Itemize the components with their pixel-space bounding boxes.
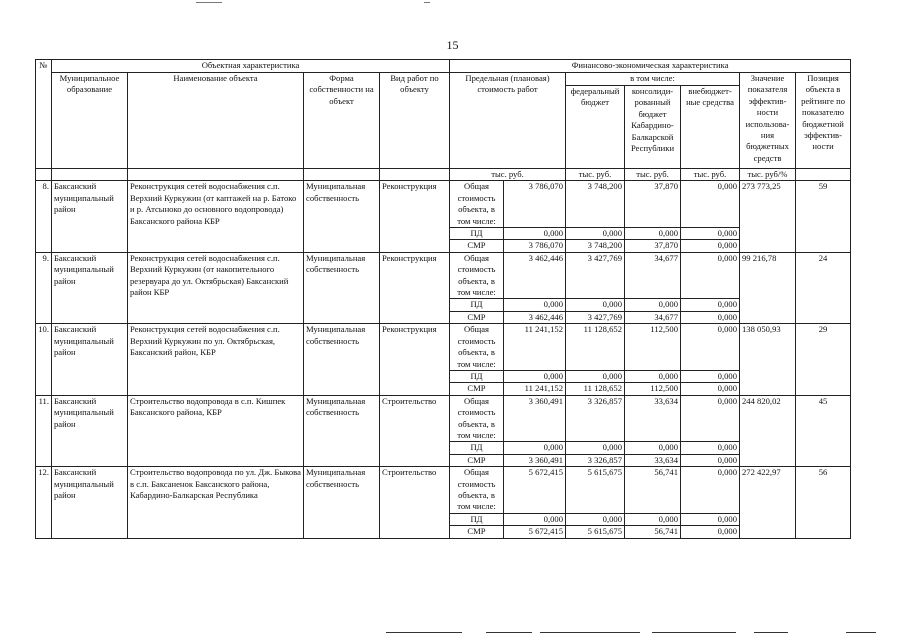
row-total-label: Общая стоимость объекта, в том числе: (450, 324, 504, 371)
row-pd-label: ПД (450, 513, 504, 525)
row-smr-value: 33,634 (625, 454, 681, 466)
row-smr-value: 0,000 (681, 311, 740, 323)
header-including: в том числе: (566, 73, 740, 86)
row-num: 9. (36, 252, 52, 323)
row-pd-value: 0,000 (566, 370, 625, 382)
unit-max-cost: тыс. руб. (450, 169, 566, 181)
row-total-value: 5 615,675 (566, 467, 625, 514)
table-row (36, 324, 851, 371)
row-smr-value: 34,677 (625, 311, 681, 323)
row-total-label: Общая стоимость объекта, в том числе: (450, 395, 504, 442)
row-num: 11. (36, 395, 52, 466)
header-municipality: Муниципальное образование (52, 73, 128, 169)
row-municipality: Баксанский муниципальный район (52, 181, 128, 252)
table-header (36, 60, 851, 181)
row-ownership: Муниципальная собственность (304, 467, 380, 538)
header-object-group: Объектная характеристика (52, 60, 450, 73)
row-smr-label: СМР (450, 454, 504, 466)
row-object-name: Строительство водопровода по ул. Дж. Быкова в с.п. Баксаненок Баксанского района, Кабардино-Балкарская Республика (128, 467, 304, 538)
row-total-value: 112,500 (625, 324, 681, 371)
header-finance-group: Финансово-экономическая характеристика (450, 60, 851, 73)
row-smr-value: 11 128,652 (566, 383, 625, 395)
row-smr-value: 112,500 (625, 383, 681, 395)
header-efficiency: Значение показателя эффектив-ности использова-ния бюджетных средств (740, 73, 796, 169)
row-smr-value: 3 748,200 (566, 240, 625, 252)
row-smr-value: 5 672,415 (504, 526, 566, 538)
row-object-name: Реконструкция сетей водоснабжения с.п. Верхний Куркужин (от накопительного резервуара до ул. Октябрьская) Баксанский район КБР (128, 252, 304, 323)
table-row (36, 395, 851, 442)
row-total-value: 0,000 (681, 395, 740, 442)
page-number: 15 (446, 38, 459, 52)
header-federal: федеральный бюджет (566, 86, 625, 169)
row-total-label: Общая стоимость объекта, в том числе: (450, 252, 504, 299)
row-total-value: 3 748,200 (566, 181, 625, 228)
row-total-value: 0,000 (681, 181, 740, 228)
row-rank: 24 (796, 252, 851, 323)
row-efficiency: 99 216,78 (740, 252, 796, 323)
row-num: 12. (36, 467, 52, 538)
row-total-value: 56,741 (625, 467, 681, 514)
row-ownership: Муниципальная собственность (304, 252, 380, 323)
table-row (36, 252, 851, 299)
row-efficiency: 272 422,97 (740, 467, 796, 538)
row-pd-value: 0,000 (504, 442, 566, 454)
row-smr-label: СМР (450, 311, 504, 323)
row-municipality: Баксанский муниципальный район (52, 395, 128, 466)
table-row (36, 467, 851, 514)
row-smr-value: 0,000 (681, 240, 740, 252)
row-pd-label: ПД (450, 370, 504, 382)
row-pd-value: 0,000 (625, 513, 681, 525)
row-municipality: Баксанский муниципальный район (52, 324, 128, 395)
row-total-value: 5 672,415 (504, 467, 566, 514)
row-pd-value: 0,000 (625, 228, 681, 240)
row-total-value: 3 427,769 (566, 252, 625, 299)
unit-efficiency: тыс. руб/% (740, 169, 796, 181)
row-smr-value: 3 786,070 (504, 240, 566, 252)
row-pd-value: 0,000 (504, 228, 566, 240)
row-pd-value: 0,000 (681, 228, 740, 240)
row-work-type: Реконструкция (380, 181, 450, 252)
row-pd-label: ПД (450, 228, 504, 240)
row-pd-value: 0,000 (681, 299, 740, 311)
row-num: 8. (36, 181, 52, 252)
row-municipality: Баксанский муниципальный район (52, 252, 128, 323)
row-municipality: Баксанский муниципальный район (52, 467, 128, 538)
row-work-type: Реконструкция (380, 252, 450, 323)
row-rank: 59 (796, 181, 851, 252)
row-efficiency: 244 820,02 (740, 395, 796, 466)
row-object-name: Строительство водопровода в с.п. Кишпек Баксанского района, КБР (128, 395, 304, 466)
row-smr-value: 37,870 (625, 240, 681, 252)
row-smr-label: СМР (450, 240, 504, 252)
header-work-type: Вид работ по объекту (380, 73, 450, 169)
objects-table (35, 59, 851, 539)
row-pd-value: 0,000 (504, 299, 566, 311)
row-pd-value: 0,000 (504, 370, 566, 382)
row-total-value: 0,000 (681, 252, 740, 299)
table-row (36, 181, 851, 228)
row-smr-value: 3 360,491 (504, 454, 566, 466)
row-object-name: Реконструкция сетей водоснабжения с.п. Верхний Куркужин по ул. Октябрьская, Баксанский район, КБР (128, 324, 304, 395)
row-smr-value: 3 427,769 (566, 311, 625, 323)
row-smr-value: 3 326,857 (566, 454, 625, 466)
row-ownership: Муниципальная собственность (304, 395, 380, 466)
row-total-value: 34,677 (625, 252, 681, 299)
row-pd-value: 0,000 (681, 442, 740, 454)
row-pd-value: 0,000 (566, 513, 625, 525)
row-num: 10. (36, 324, 52, 395)
row-smr-value: 56,741 (625, 526, 681, 538)
header-object-name: Наименование объекта (128, 73, 304, 169)
header-rank: Позиция объекта в рейтинге по показателю бюджетной эффектив-ности (796, 73, 851, 169)
table-body (36, 181, 851, 538)
row-work-type: Реконструкция (380, 324, 450, 395)
top-scan-marks (0, 0, 905, 6)
row-total-value: 33,634 (625, 395, 681, 442)
row-smr-value: 0,000 (681, 383, 740, 395)
row-ownership: Муниципальная собственность (304, 324, 380, 395)
header-ownership: Форма собственности на объект (304, 73, 380, 169)
row-total-value: 3 462,446 (504, 252, 566, 299)
row-pd-value: 0,000 (566, 228, 625, 240)
header-consolidated: консолиди-рованный бюджет Кабардино-Балкарской Республики (625, 86, 681, 169)
units-row (36, 169, 851, 181)
row-smr-value: 11 241,152 (504, 383, 566, 395)
row-pd-value: 0,000 (625, 370, 681, 382)
row-total-label: Общая стоимость объекта, в том числе: (450, 467, 504, 514)
row-rank: 56 (796, 467, 851, 538)
header-num: № (36, 60, 52, 169)
row-smr-value: 5 615,675 (566, 526, 625, 538)
unit-extrabudget: тыс. руб. (681, 169, 740, 181)
row-pd-label: ПД (450, 299, 504, 311)
row-total-value: 3 786,070 (504, 181, 566, 228)
row-total-value: 3 360,491 (504, 395, 566, 442)
row-ownership: Муниципальная собственность (304, 181, 380, 252)
unit-federal: тыс. руб. (566, 169, 625, 181)
row-efficiency: 273 773,25 (740, 181, 796, 252)
header-extrabudget: внебюджет-ные средства (681, 86, 740, 169)
row-work-type: Строительство (380, 467, 450, 538)
row-pd-value: 0,000 (681, 513, 740, 525)
row-efficiency: 138 050,93 (740, 324, 796, 395)
row-smr-value: 3 462,446 (504, 311, 566, 323)
row-smr-label: СМР (450, 526, 504, 538)
row-object-name: Реконструкция сетей водоснабжения с.п. Верхний Куркужин (от каптажей на р. Батоко и р. Атсыноко до основного водопровода) Баксанского района КБР (128, 181, 304, 252)
row-pd-value: 0,000 (504, 513, 566, 525)
row-smr-label: СМР (450, 383, 504, 395)
row-pd-value: 0,000 (625, 299, 681, 311)
row-total-value: 3 326,857 (566, 395, 625, 442)
row-total-value: 0,000 (681, 324, 740, 371)
row-total-value: 0,000 (681, 467, 740, 514)
row-smr-value: 0,000 (681, 526, 740, 538)
row-pd-value: 0,000 (566, 299, 625, 311)
unit-consolidated: тыс. руб. (625, 169, 681, 181)
row-total-value: 11 241,152 (504, 324, 566, 371)
row-pd-value: 0,000 (566, 442, 625, 454)
row-rank: 29 (796, 324, 851, 395)
row-pd-value: 0,000 (681, 370, 740, 382)
row-total-value: 11 128,652 (566, 324, 625, 371)
row-total-label: Общая стоимость объекта, в том числе: (450, 181, 504, 228)
row-total-value: 37,870 (625, 181, 681, 228)
row-pd-value: 0,000 (625, 442, 681, 454)
row-pd-label: ПД (450, 442, 504, 454)
row-smr-value: 0,000 (681, 454, 740, 466)
row-rank: 45 (796, 395, 851, 466)
row-work-type: Строительство (380, 395, 450, 466)
header-max-cost: Предельная (плановая) стоимость работ (450, 73, 566, 169)
